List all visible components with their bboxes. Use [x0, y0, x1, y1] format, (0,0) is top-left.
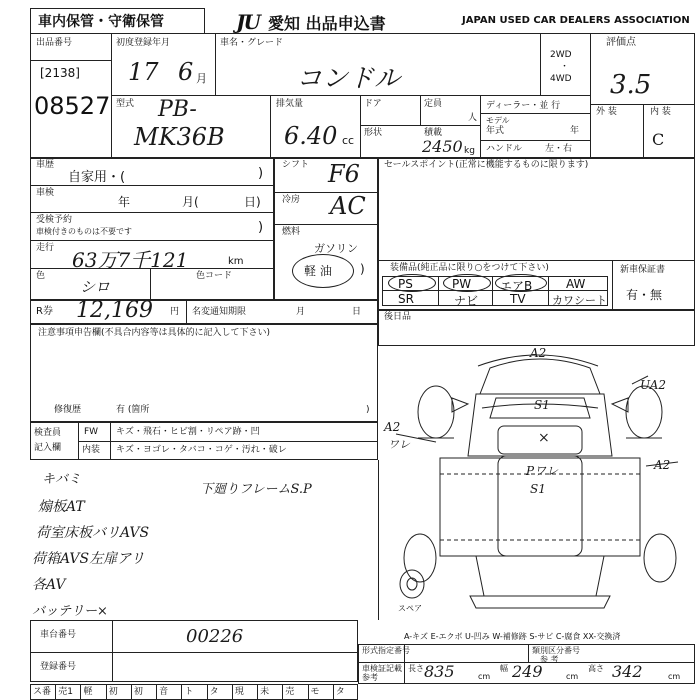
capacity-unit: 人 — [468, 113, 478, 123]
mark-roof: × — [538, 430, 550, 446]
inspection-label: 車検 — [36, 188, 55, 198]
inspector-fw: FW — [84, 427, 99, 437]
equipment-pw-circle — [443, 274, 491, 292]
accepted-close: ) — [258, 220, 264, 235]
notes-label: 注意事項申告欄(不具合内容等は具体的に記入して下さい) — [38, 328, 271, 338]
aircon-value: AC — [330, 192, 366, 220]
name-change-day: 日 — [352, 307, 362, 317]
fuel-value: ガソリン — [314, 242, 358, 255]
category-ref-label: 参 考 — [540, 655, 559, 664]
inspector-label: 検査員 — [34, 428, 62, 438]
registration-label: 初度登録年月 — [116, 38, 171, 48]
cab-roof-outline — [480, 359, 600, 394]
vehicle-name: コンドル — [296, 64, 401, 94]
bottom-row-cell: ト — [184, 687, 194, 697]
notes-block — [30, 324, 378, 422]
drive-dot: ・ — [560, 62, 570, 72]
bottom-row-cell: ス番 — [33, 687, 52, 697]
history-value: 自家用・( — [68, 170, 126, 185]
inspector-interior-text: キズ・ヨゴレ・タバコ・コゲ・汚れ・破レ — [116, 445, 287, 455]
displacement-value: 6.40 — [284, 122, 338, 150]
bottom-row-cell: 未 — [260, 687, 270, 697]
interior-label: 内 装 — [650, 107, 671, 117]
model-line1: PB- — [158, 97, 197, 122]
drive-2wd: 2WD — [550, 50, 572, 60]
ju-logo: JU — [236, 10, 259, 34]
rear-right-wheel — [644, 534, 676, 582]
record-label-2: 参考 — [362, 673, 378, 682]
shift-label: シフト — [282, 160, 310, 170]
color-code-label: 色コード — [196, 271, 233, 281]
height-unit: cm — [668, 672, 681, 681]
equipment-ps-circle — [388, 274, 436, 292]
color-label: 色 — [36, 271, 46, 281]
capacity-label: 定員 — [424, 99, 443, 109]
history-label: 車歴 — [36, 160, 55, 170]
interior-grade: C — [652, 130, 665, 149]
front-right-wheel — [626, 386, 662, 438]
mark-left-a2: A2 — [384, 420, 401, 434]
equipment-aw: AW — [566, 277, 586, 291]
rear-bumper — [470, 596, 610, 608]
mark-bed-2: S1 — [530, 482, 546, 496]
equipment-tv: TV — [510, 292, 526, 306]
bottom-row-cell: 初 — [108, 687, 118, 697]
note-line-2: 下廻りフレームS.P — [200, 482, 312, 497]
load-unit: kg — [464, 146, 475, 156]
fuel-circle-mark — [292, 254, 354, 288]
model-year-label: モデル — [486, 116, 510, 125]
equipment-pw: PW — [452, 277, 472, 291]
registration-month-unit: 月 — [196, 72, 207, 85]
shift-value: F6 — [328, 160, 360, 188]
equipment-sr: SR — [398, 292, 414, 306]
registration-number-label: 登録番号 — [40, 662, 77, 672]
rear-left-wheel — [404, 534, 436, 582]
mark-right-top: UA2 — [640, 378, 667, 392]
bottom-row-cell: タ — [209, 687, 219, 697]
registration-month: 6 — [178, 58, 194, 86]
note-line-3: 煽板AT — [38, 499, 85, 515]
mileage-unit: km — [228, 256, 244, 267]
bottom-row-cell: モ — [310, 687, 320, 697]
rating-score: 3.5 — [610, 70, 652, 100]
bottom-row-cell: 現 — [234, 687, 244, 697]
mark-bed-1: Pワレ — [526, 464, 559, 478]
note-line-6: 各AV — [32, 577, 66, 593]
model-line2: MK36B — [134, 123, 225, 151]
note-line-4: 荷室床板バリAVS — [36, 525, 150, 541]
sales-point-label: セールスポイント(正常に機能するものに限ります) — [384, 160, 589, 170]
bottom-row — [30, 684, 358, 700]
length-unit: cm — [478, 672, 491, 681]
repair-history-label: 修復歴 — [54, 405, 82, 415]
front-left-wheel — [418, 386, 454, 438]
door-label: ドア — [364, 99, 382, 109]
aircon-label: 冷房 — [282, 195, 301, 205]
fuel-label: 燃料 — [282, 227, 301, 237]
handle-label: ハンドル — [486, 144, 523, 154]
spare-label: スペア — [398, 604, 422, 613]
note-line-1: キバミ — [42, 472, 82, 487]
model-year-label2: 年式 — [486, 126, 505, 136]
lot-number: 08527 — [34, 92, 111, 120]
bottom-row-cell: 初 — [133, 687, 143, 697]
year-unit: 年 — [570, 126, 580, 136]
bottom-row-cell: タ — [335, 687, 345, 697]
equipment-airbag: エアB — [500, 279, 533, 293]
registration-year: 17 — [128, 58, 159, 86]
lot-label: 出品番号 — [36, 38, 73, 48]
equipment-navi: ナビ — [454, 294, 479, 308]
width-value: 249 — [512, 662, 543, 681]
mileage-label: 走行 — [36, 243, 55, 253]
width-unit: cm — [566, 672, 579, 681]
equipment-ps: PS — [398, 277, 413, 291]
r-ticket-value: 12,169 — [76, 298, 153, 323]
note-line-7: バッテリー× — [32, 604, 108, 619]
mark-right-mid: A2 — [654, 458, 671, 472]
mark-left-wa: ワレ — [388, 438, 410, 451]
displacement-label: 排気量 — [276, 99, 304, 109]
chassis-value: 00226 — [186, 626, 244, 647]
aftermarket-box — [378, 310, 695, 346]
repair-history-value: 有 (箇所 — [116, 405, 150, 415]
category-number-label: 類別区分番号 — [532, 646, 580, 655]
inspection-year: 年 — [118, 195, 131, 209]
length-label: 長さ — [408, 664, 424, 673]
inspector-fw-text: キズ・飛石・ヒビ割・リペア跡・凹 — [116, 427, 260, 437]
tailgate — [476, 556, 604, 596]
accepted-label: 受検予約 — [36, 215, 73, 225]
exterior-label: 外 装 — [596, 107, 617, 117]
accepted-note: 車検付きのものは不要です — [36, 227, 132, 236]
note-line-5: 荷箱AVS左扉アリ — [32, 551, 145, 567]
load-label: 積載 — [424, 128, 443, 138]
rating-label: 評価点 — [606, 37, 636, 48]
name-change-month: 月 — [296, 307, 306, 317]
model-label: 型式 — [116, 99, 135, 109]
vehicle-name-label: 車名・グレード — [220, 38, 284, 48]
load-value: 2450 — [422, 137, 463, 156]
chassis-label: 車台番号 — [40, 630, 77, 640]
bottom-row-cell: 売1 — [58, 687, 73, 697]
new-warranty-options: 有・無 — [626, 288, 663, 302]
name-change-label: 名変通知期限 — [192, 307, 247, 317]
equipment-label: 装備品(純正品に限り○をつけて下さい) — [390, 263, 549, 273]
height-label: 高さ — [588, 664, 604, 673]
record-label: 車検証記載 — [362, 664, 402, 673]
mark-top: A2 — [530, 346, 547, 360]
handle-options: 左・右 — [545, 144, 573, 154]
repair-history-close: ) — [366, 405, 370, 415]
new-warranty-label: 新車保証書 — [620, 265, 666, 275]
history-close: ) — [258, 166, 264, 181]
aftermarket-label: 後日品 — [384, 312, 412, 322]
mark-hood: S1 — [534, 398, 550, 412]
fuel-close: ) — [360, 262, 365, 276]
storage-label: 車内保管・守衛保管 — [38, 14, 164, 30]
bottom-row-cell: 売 — [285, 687, 295, 697]
color-value: シロ — [80, 278, 111, 296]
equipment-leather-seat: カワシート — [552, 294, 607, 307]
damage-legend: A-キズ E-エクボ U-凹み W-補修跡 S-サビ C-腐食 XX-交換済 — [404, 632, 621, 641]
inspector-interior: 内装 — [82, 445, 101, 455]
r-ticket-label: R券 — [36, 306, 53, 317]
length-value: 835 — [424, 662, 455, 681]
r-ticket-unit: 円 — [170, 307, 180, 317]
fuel-light-oil: 軽 油 — [304, 264, 332, 278]
lot-code: [2138] — [40, 66, 80, 80]
displacement-unit: cc — [342, 134, 355, 147]
form-title: 愛知 出品申込書 — [268, 14, 386, 33]
drive-4wd: 4WD — [550, 74, 572, 84]
inspection-day: 日) — [244, 195, 261, 209]
bottom-row-cell: 音 — [159, 687, 169, 697]
inspector-label2: 記入欄 — [34, 443, 62, 453]
inspection-month: 月( — [182, 195, 199, 209]
mileage-value: 63万7千121 — [72, 248, 189, 272]
bottom-row-cell: 軽 — [83, 687, 93, 697]
dealer-label: ディーラー・並 行 — [486, 101, 561, 111]
form-number-label: 形式指定番号 — [362, 646, 410, 655]
width-label: 幅 — [500, 664, 508, 673]
equipment-airbag-circle — [495, 274, 547, 292]
height-value: 342 — [612, 662, 643, 681]
association-name: JAPAN USED CAR DEALERS ASSOCIATION — [462, 15, 690, 26]
spare-tire — [400, 570, 424, 598]
shape-label: 形状 — [364, 128, 383, 138]
